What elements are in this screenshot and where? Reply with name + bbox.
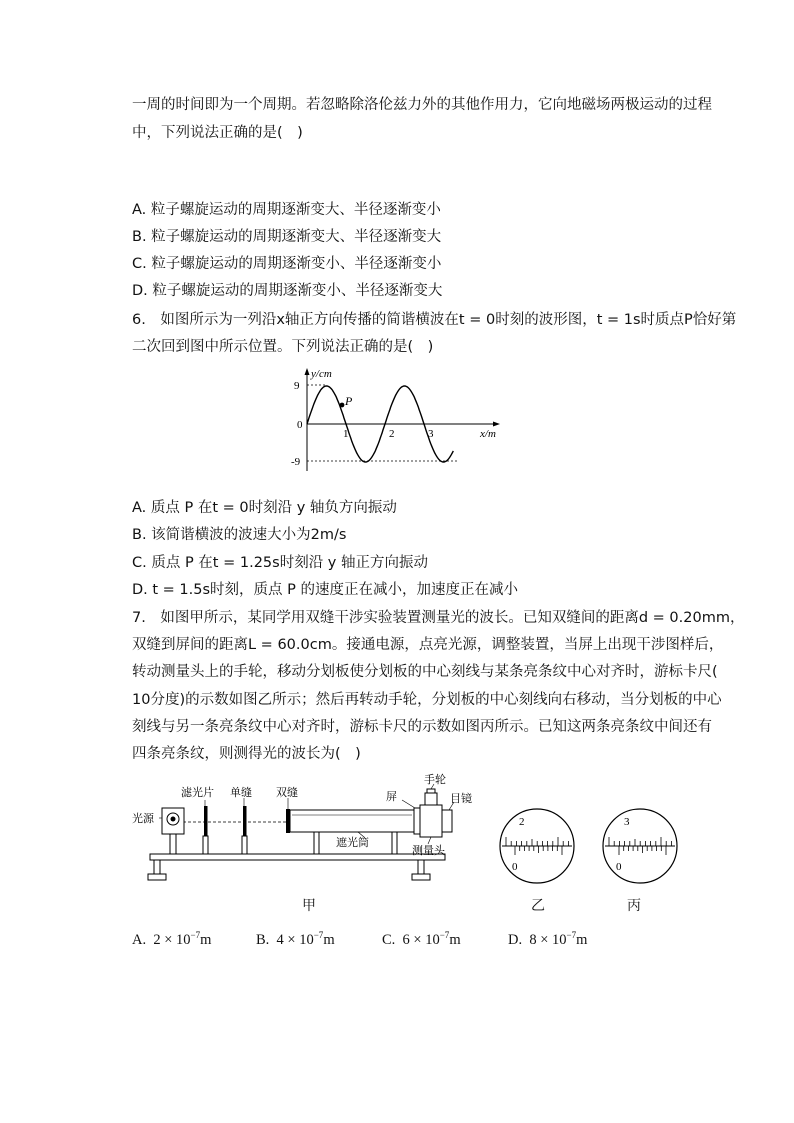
q5-option-b: B. 粒子螺旋运动的周期逐渐变大、半径逐渐变大 <box>132 229 442 245</box>
measuring-head <box>420 805 442 837</box>
y-tick-0: 0 <box>297 419 303 431</box>
filter-plate <box>204 806 208 836</box>
double-slit-plate <box>286 809 290 833</box>
label-handwheel: 手轮 <box>424 774 446 786</box>
x-tick-2: 2 <box>389 428 395 440</box>
q5-stem-line2: 中，下列说法正确的是( ) <box>132 125 303 141</box>
q6-option-b: B. 该简谐横波的波速大小为2m/s <box>132 527 347 543</box>
x-axis-label: x/m <box>480 428 496 440</box>
q5-option-a: A. 粒子螺旋运动的周期逐渐变大、半径逐渐变小 <box>132 202 441 218</box>
x-axis-arrow <box>493 422 500 427</box>
single-slit-plate <box>243 806 247 836</box>
y-tick-neg9: -9 <box>291 456 301 468</box>
q7-stem-line4: 10分度)的示数如图乙所示；然后再转动手轮，分划板的中心刻线向右移动，当分划板的中心 <box>132 692 722 708</box>
bench-foot-right <box>412 874 430 880</box>
bench-leg-left <box>154 860 160 874</box>
q5-option-c: C. 粒子螺旋运动的周期逐渐变小、半径逐渐变小 <box>132 256 442 272</box>
q7-stem-line1: 7. 如图甲所示，某同学用双缝干涉实验装置测量光的波长。已知双缝间的距离d = 0.20mm， <box>132 610 745 626</box>
q6-stem-line1: 6. 如图所示为一列沿x轴正方向传播的简谐横波在t = 0时刻的波形图，t = 1s时质点P恰好第 <box>132 312 737 328</box>
q7-stem-line2: 双缝到屏间的距离L = 60.0cm。接通电源，点亮光源，调整装置，当屏上出现干涉图样后， <box>132 637 724 653</box>
q5-stem-line1: 一周的时间即为一个周期。若忽略除洛伦兹力外的其他作用力，它向地磁场两极运动的过程 <box>132 97 712 113</box>
q6-option-a: A. 质点 P 在t = 0时刻沿 y 轴负方向振动 <box>132 500 397 516</box>
y-axis-label: y/cm <box>311 368 332 380</box>
vernier-zero: 0 <box>616 861 622 873</box>
q7-stem-line5: 刻线与另一条亮条纹中心对齐时，游标卡尺的示数如图丙所示。已知这两条亮条纹中间还有 <box>132 719 712 735</box>
bench-top <box>150 854 445 860</box>
label-shade-tube: 遮光筒 <box>336 837 369 849</box>
caption-yi: 乙 <box>531 898 545 914</box>
q7-stem-line6: 四条亮条纹，则测得光的波长为( ) <box>132 746 361 762</box>
apparatus-diagram <box>128 772 488 887</box>
label-single-slit: 单缝 <box>230 787 252 799</box>
wave-graph <box>285 365 505 475</box>
shade-tube <box>290 810 414 832</box>
y-tick-9: 9 <box>294 380 300 392</box>
point-p <box>340 403 345 408</box>
x-tick-3: 3 <box>428 428 434 440</box>
q5-option-d: D. 粒子螺旋运动的周期逐渐变小、半径逐渐变大 <box>132 283 443 299</box>
q6-stem-line2: 二次回到图中所示位置。下列说法正确的是( ) <box>132 339 434 355</box>
q7-answer-a: A. $2 \times 10^{-7}m$ <box>132 930 212 948</box>
screen-plate <box>414 808 420 834</box>
caption-jia: 甲 <box>302 898 316 914</box>
eyepiece <box>442 810 452 832</box>
vernier-zero: 0 <box>512 861 518 873</box>
main-scale-number: 3 <box>624 816 630 828</box>
label-eyepiece: 目镜 <box>450 793 472 805</box>
q7-answer-b: B. $4 \times 10^{-7}m$ <box>256 930 335 948</box>
vernier-dial-yi <box>496 808 580 884</box>
label-measuring-head: 测量头 <box>412 845 445 857</box>
y-axis-arrow <box>305 368 310 375</box>
label-double-slit: 双缝 <box>276 787 298 799</box>
q7-answer-d: D. $8 \times 10^{-7}m$ <box>508 930 588 948</box>
x-tick-1: 1 <box>343 428 349 440</box>
vernier-dial-bing <box>599 808 683 884</box>
q6-option-c: C. 质点 P 在t = 1.25s时刻沿 y 轴正方向振动 <box>132 555 428 571</box>
label-filter: 滤光片 <box>181 787 214 799</box>
bench-foot-left <box>148 874 166 880</box>
q6-option-d: D. t = 1.5s时刻，质点 P 的速度正在减小，加速度正在减小 <box>132 582 519 598</box>
handwheel <box>425 793 437 805</box>
label-screen: 屏 <box>386 791 397 803</box>
main-scale-number: 2 <box>519 816 525 828</box>
q7-stem-line3: 转动测量头上的手轮，移动分划板使分划板的中心刻线与某条亮条纹中心对齐时，游标卡尺( <box>132 664 718 680</box>
label-light-source: 光源 <box>132 813 154 825</box>
q7-answer-c: C. $6 \times 10^{-7}m$ <box>382 930 461 948</box>
point-p-label: P <box>345 394 353 408</box>
bench-leg-right <box>418 860 424 874</box>
caption-bing: 丙 <box>627 898 641 914</box>
